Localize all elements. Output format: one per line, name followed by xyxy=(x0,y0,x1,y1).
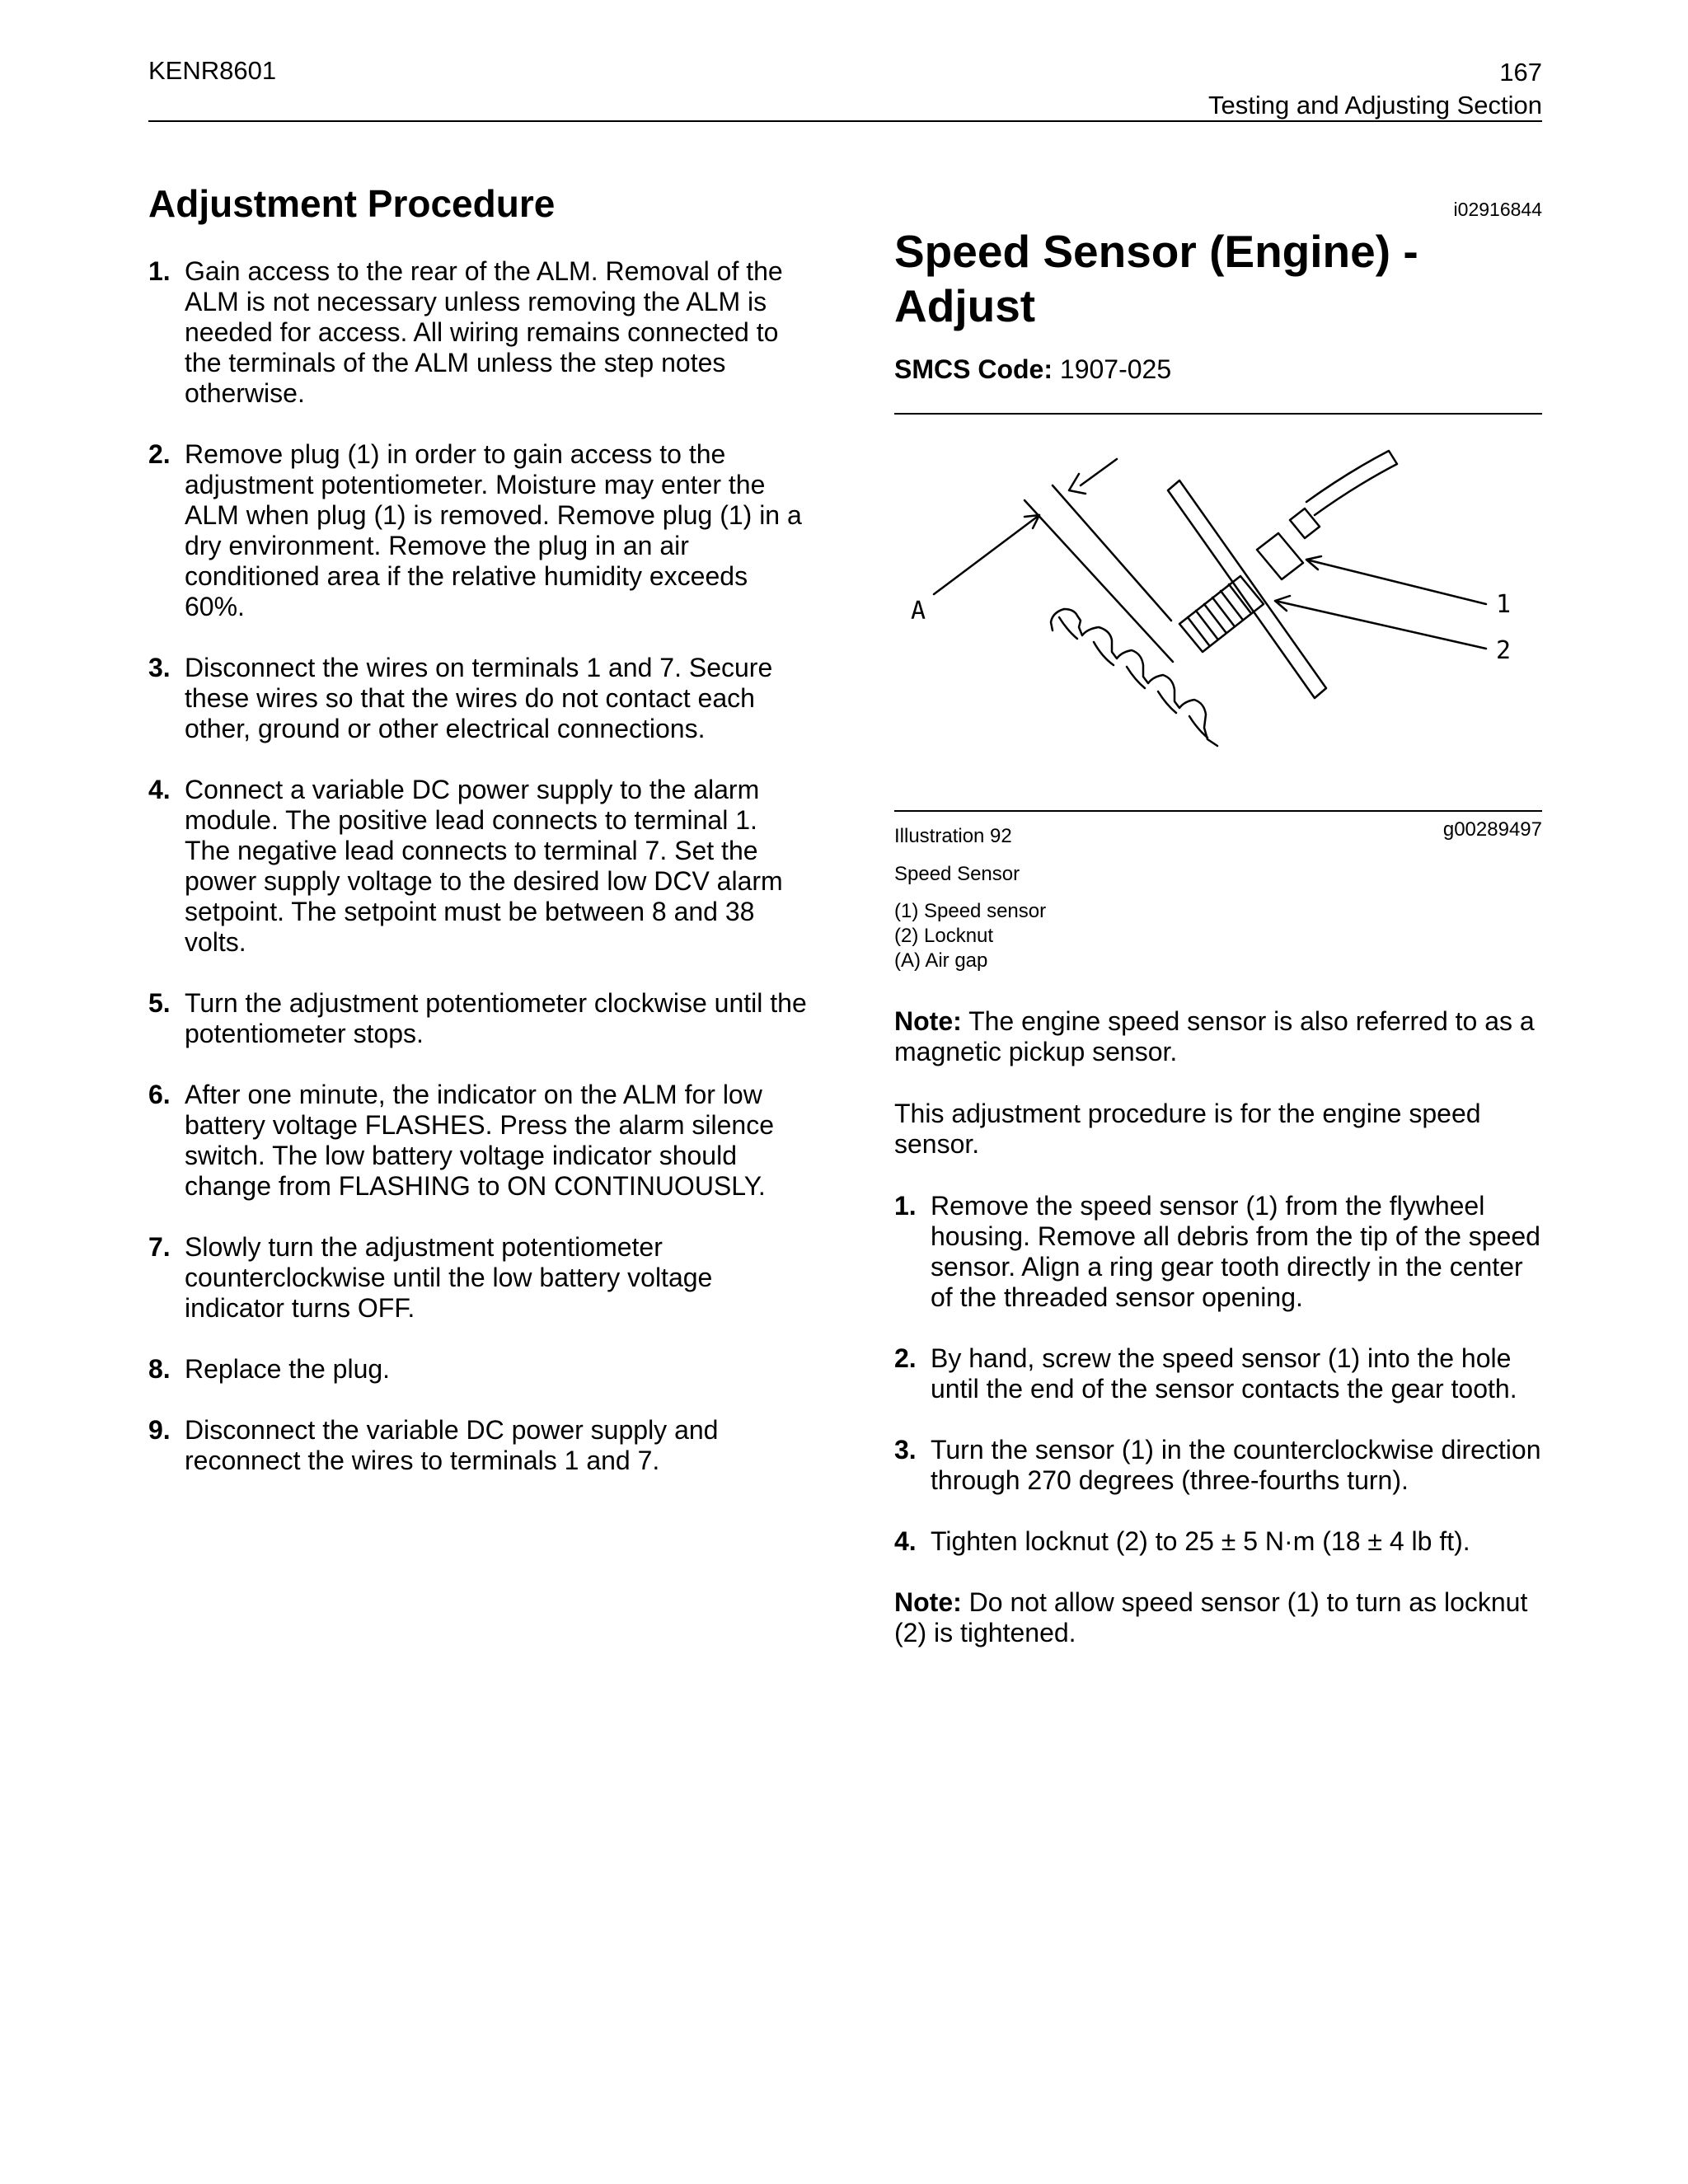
smcs-value: 1907-025 xyxy=(1059,354,1172,384)
sensor-adjust-steps xyxy=(894,1191,1542,1557)
legend-item: (1) Speed sensor xyxy=(894,900,1047,922)
smcs-code xyxy=(894,354,1542,385)
speed-sensor-body xyxy=(1179,576,1264,652)
figure-title: Speed Sensor xyxy=(894,863,1020,885)
speed-sensor-diagram xyxy=(894,415,1542,810)
list-item: 2. Remove plug (1) in order to gain access to the adjustment potentiometer. Moisture may enter the ALM when plug (1) is removed. Remove plug (1) in a dry environment. Remove the plug in an air conditioned area if the relative humidity exceeds 60%. xyxy=(148,439,802,621)
list-item: 3. Disconnect the wires on terminals 1 and 7. Secure these wires so that the wires do not contact each other, ground or other electrical connections. xyxy=(148,653,773,743)
housing-line-inner xyxy=(1053,485,1171,621)
speed-sensor-illustration xyxy=(894,415,1542,810)
list-item: 1. Remove the speed sensor (1) from the flywheel housing. Remove all debris from the tip of the speed sensor. Align a ring gear tooth directly in the center of the threaded sensor opening. xyxy=(894,1191,1540,1312)
page-header-right xyxy=(1208,56,1542,122)
page-number: 167 xyxy=(1499,58,1542,87)
intro-paragraph: This adjustment procedure is for the engine speed sensor. xyxy=(894,1099,1481,1159)
list-item: 4. Connect a variable DC power supply to the alarm module. The positive lead connects to terminal 1. The negative lead connects to terminal 7. Set the power supply voltage to the desired low DCV alarm setpoint. The setpoint must be between 8 and 38 volts. xyxy=(148,775,783,957)
adjustment-procedure-heading: Adjustment Procedure xyxy=(148,182,556,225)
graphic-id: g00289497 xyxy=(1442,818,1542,841)
figure-caption-row xyxy=(894,818,1542,853)
legend-item: (2) Locknut xyxy=(894,925,994,947)
list-item: 2. By hand, screw the speed sensor (1) into the hole until the end of the sensor contacts the gear tooth. xyxy=(894,1343,1517,1404)
adjustment-steps xyxy=(148,256,808,1476)
callout-a: A xyxy=(911,597,926,626)
illustration-number: Illustration 92 xyxy=(894,825,1012,847)
doc-id: i02916844 xyxy=(1453,199,1542,220)
list-item: 8. Replace the plug. xyxy=(148,1354,391,1384)
section-name: Testing and Adjusting Section xyxy=(1208,91,1542,120)
note-label: Note: xyxy=(894,1587,962,1617)
callout-2: 2 xyxy=(1496,636,1512,665)
legend-item: (A) Air gap xyxy=(894,949,988,972)
list-item: 3. Turn the sensor (1) in the counterclockwise direction through 270 degrees (three-fourths turn). xyxy=(894,1435,1541,1495)
sensor-head xyxy=(1257,533,1303,579)
header-divider xyxy=(148,120,1542,122)
speed-sensor-title: Speed Sensor (Engine) - Adjust xyxy=(894,226,1418,331)
list-item: 4. Tighten locknut (2) to 25 ± 5 N·m (18 ± 4 lb ft). xyxy=(894,1526,1470,1556)
list-item: 5. Turn the adjustment potentiometer clockwise until the potentiometer stops. xyxy=(148,988,807,1048)
smcs-label: SMCS Code: xyxy=(894,354,1053,384)
sensor-cap xyxy=(1290,509,1320,538)
callout-1: 1 xyxy=(1496,590,1512,619)
note-text: Do not allow speed sensor (1) to turn as locknut (2) is tightened. xyxy=(894,1587,1528,1647)
figure-legend xyxy=(894,899,1542,973)
note-locknut xyxy=(894,1587,1542,1648)
right-column xyxy=(894,180,1542,1648)
sensor-cable xyxy=(1306,451,1397,515)
figure-bottom-rule xyxy=(894,810,1542,812)
air-gap-leader xyxy=(934,515,1039,594)
doc-number: KENR8601 xyxy=(148,56,277,85)
air-gap-leader-top xyxy=(1081,459,1117,485)
callout-1-leader xyxy=(1306,560,1486,604)
list-item: 9. Disconnect the variable DC power supply and reconnect the wires to terminals 1 and 7. xyxy=(148,1415,719,1475)
note-magnetic-pickup xyxy=(894,1006,1542,1067)
locknut xyxy=(1168,480,1326,698)
note-text: The engine speed sensor is also referred to as a magnetic pickup sensor. xyxy=(894,1006,1535,1066)
left-column xyxy=(148,180,808,1507)
list-item: 1. Gain access to the rear of the ALM. Removal of the ALM is not necessary unless removing the ALM is needed for access. All wiring remains connected to the terminals of the ALM unless the step notes otherwise. xyxy=(148,256,783,408)
list-item: 7. Slowly turn the adjustment potentiometer counterclockwise until the low battery voltage indicator turns OFF. xyxy=(148,1232,713,1323)
note-label: Note: xyxy=(894,1006,962,1036)
list-item: 6. After one minute, the indicator on the ALM for low battery voltage FLASHES. Press the alarm silence switch. The low battery voltage indicator should change from FLASHING to ON CONTINUOUSLY. xyxy=(148,1080,774,1201)
callout-2-leader xyxy=(1275,601,1486,649)
housing-line-outer xyxy=(1025,500,1173,662)
